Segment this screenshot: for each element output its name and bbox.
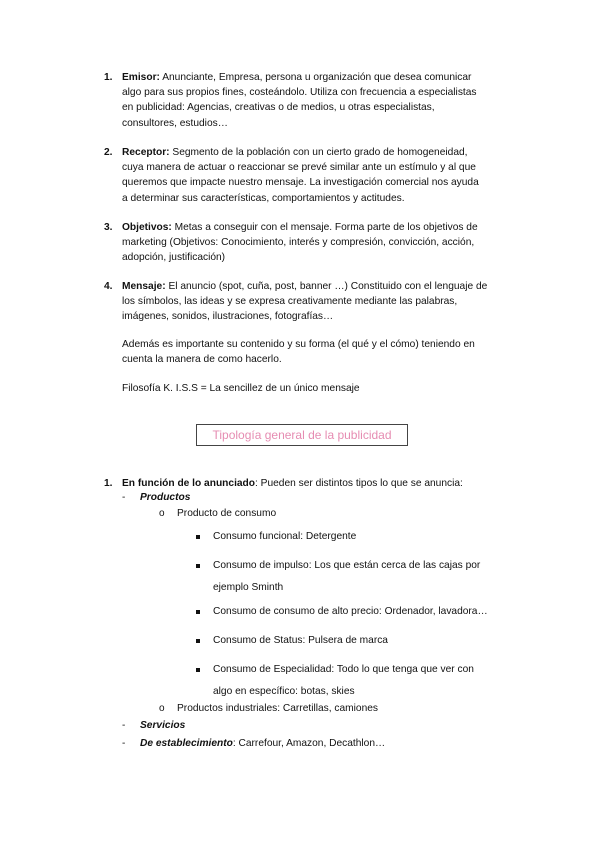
productos-label bbox=[140, 490, 190, 505]
consumo-status: Consumo de Status: Pulsera de marca bbox=[213, 635, 388, 646]
square-bullet bbox=[196, 639, 200, 643]
list-number-2: 2. bbox=[104, 147, 113, 158]
consumo-funcional: Consumo funcional: Detergente bbox=[213, 531, 357, 542]
text-line: queremos que impacte nuestro mensaje. La investigación comercial nos ayuda bbox=[122, 177, 479, 189]
list-number-3: 3. bbox=[104, 222, 113, 233]
list-number-typology: 1. bbox=[104, 478, 113, 489]
text-line: marketing (Objetivos: Conocimiento, interés y compresión, convicción, acción, bbox=[122, 237, 475, 249]
dash-marker: - bbox=[122, 720, 126, 731]
list-item-mensaje bbox=[122, 279, 487, 325]
servicios-label bbox=[140, 718, 185, 733]
list-number-4: 4. bbox=[104, 281, 113, 292]
text-line: Segmento de la población con un cierto grado de homogeneidad, bbox=[169, 147, 468, 158]
consumo-impulso-cont: ejemplo Sminth bbox=[213, 582, 284, 593]
text-line: cuenta la manera de como hacerlo. bbox=[122, 354, 282, 366]
consumo-alto-precio: Consumo de consumo de alto precio: Ordenador, lavadora… bbox=[213, 606, 488, 617]
typology-heading bbox=[122, 476, 463, 491]
paragraph-contenido-forma bbox=[122, 337, 475, 367]
list-item-emisor bbox=[122, 70, 477, 131]
square-bullet bbox=[196, 610, 200, 614]
dash-marker: - bbox=[122, 492, 126, 503]
text-line: algo para sus propios fines, costeándolo. Utiliza con frecuencia a especialistas bbox=[122, 87, 477, 99]
square-bullet bbox=[196, 564, 200, 568]
text-line: : Carrefour, Amazon, Decathlon… bbox=[232, 738, 386, 749]
text-line: cuya manera de actuar o reaccionar se prevé similar ante un estímulo y al que bbox=[122, 162, 476, 174]
square-bullet bbox=[196, 668, 200, 672]
square-bullet bbox=[196, 535, 200, 539]
paragraph-kiss bbox=[122, 381, 360, 396]
text-line: adopción, justificación) bbox=[122, 252, 226, 264]
text-line: Anunciante, Empresa, persona u organización que desea comunicar bbox=[159, 72, 472, 83]
producto-consumo-label: Producto de consumo bbox=[177, 508, 277, 519]
section-title-box bbox=[196, 424, 408, 446]
consumo-especialidad: Consumo de Especialidad: Todo lo que tenga que ver con bbox=[213, 664, 474, 675]
establecimiento-line bbox=[140, 736, 385, 751]
list-number-1: 1. bbox=[104, 72, 113, 83]
circle-marker: o bbox=[159, 703, 165, 714]
term-funcion-anunciado: En función de lo anunciado bbox=[122, 478, 256, 489]
section-title: Tipología general de la publicidad bbox=[212, 428, 392, 442]
text-line: imágenes, sonidos, ilustraciones, fotografías… bbox=[122, 311, 334, 323]
dash-marker: - bbox=[122, 738, 126, 749]
text-line: Metas a conseguir con el mensaje. Forma parte de los objetivos de bbox=[171, 222, 478, 233]
productos-industriales: Productos industriales: Carretillas, camiones bbox=[177, 703, 379, 714]
servicios-text: Servicios bbox=[140, 720, 186, 731]
consumo-impulso: Consumo de impulso: Los que están cerca de las cajas por bbox=[213, 560, 481, 571]
establecimiento-term: De establecimiento bbox=[140, 738, 233, 749]
text-line: El anuncio (spot, cuña, post, banner …) Constituido con el lenguaje de bbox=[165, 281, 488, 292]
term-receptor: Receptor: bbox=[122, 147, 170, 158]
consumo-especialidad-cont: algo en específico: botas, skies bbox=[213, 686, 355, 697]
productos-text: Productos bbox=[140, 492, 191, 503]
circle-marker: o bbox=[159, 508, 165, 519]
term-emisor: Emisor: bbox=[122, 72, 160, 83]
text-line: en publicidad: Agencias, creativas o de medios, u otras especialistas, bbox=[122, 102, 435, 114]
text-line: los símbolos, las ideas y se expresa creativamente mediante las palabras, bbox=[122, 296, 458, 308]
list-item-receptor bbox=[122, 145, 479, 206]
text-line: Filosofía K. I.S.S = La sencillez de un único mensaje bbox=[122, 383, 360, 394]
list-item-objetivos bbox=[122, 220, 478, 266]
text-line: consultores, estudios… bbox=[122, 117, 228, 129]
text-line: a determinar sus características, comportamientos y actitudes. bbox=[122, 192, 405, 204]
text-line: Además es importante su contenido y su forma (el qué y el cómo) teniendo en bbox=[122, 339, 475, 350]
text-line: : Pueden ser distintos tipos lo que se anuncia: bbox=[255, 478, 463, 489]
term-objetivos: Objetivos: bbox=[122, 222, 172, 233]
term-mensaje: Mensaje: bbox=[122, 281, 166, 292]
